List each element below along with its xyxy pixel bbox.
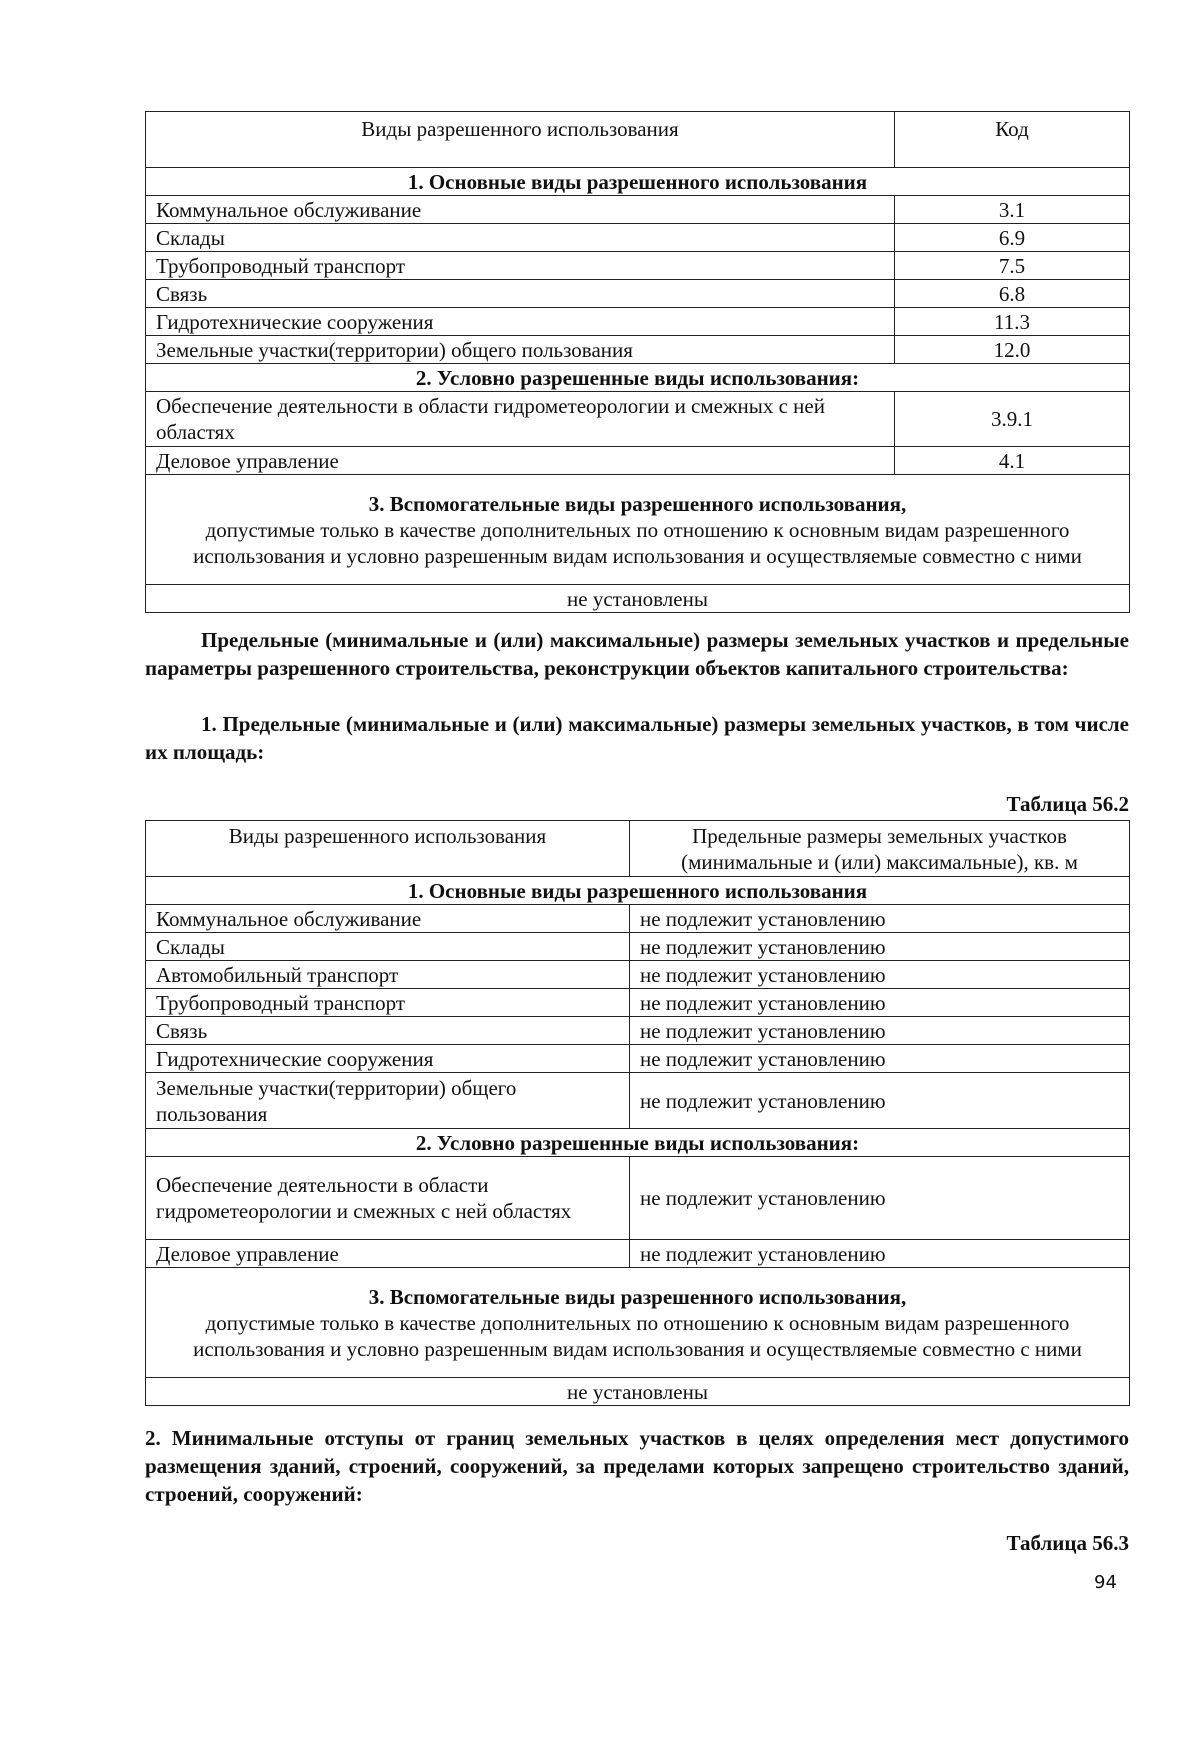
table-row [146,1157,1130,1240]
section-title: 3. Вспомогательные виды разрешенного использования, [368,491,907,516]
value-cell: не подлежит установлению [630,1157,1130,1240]
use-name-cell: Обеспечение деятельности в области гидрометеорологии и смежных с ней областях [146,1157,630,1240]
paragraph-plot-sizes: 1. Предельные (минимальные и (или) максимальные) размеры земельных участков, в том числе их площадь: [145,712,1129,764]
table-row [146,1017,1130,1045]
table-row [146,1073,1130,1129]
table-row [146,447,1130,475]
table-row [146,308,1130,336]
table-row [146,196,1130,224]
table-row [146,392,1130,447]
value-cell: не подлежит установлению [630,989,1130,1017]
table-header-row [146,112,1130,168]
header-cell-code: Код [895,112,1130,168]
use-name-cell: Земельные участки(территории) общего пользования [146,1073,630,1129]
use-name-cell: Трубопроводный транспорт [146,989,630,1017]
not-set-cell: не установлены [146,585,1130,613]
value-cell: не подлежит установлению [630,905,1130,933]
use-name-cell: Связь [146,1017,630,1045]
table-row [146,1240,1130,1268]
code-cell: 12.0 [895,336,1130,364]
use-name-cell: Связь [146,280,895,308]
use-name-cell: Автомобильный транспорт [146,961,630,989]
section-3-cell [146,475,1130,585]
value-cell: не подлежит установлению [630,1240,1130,1268]
table-row [146,961,1130,989]
use-name-cell: Земельные участки(территории) общего пользования [146,336,895,364]
section-title: 2. Условно разрешенные виды использования: [146,364,1130,392]
section-description: допустимые только в качестве дополнительных по отношению к основным видам разрешенного использования и условно разрешенным видам использования и осуществляемые совместно с ними [193,1310,1082,1361]
use-name-cell: Гидротехнические сооружения [146,1045,630,1073]
value-cell: не подлежит установлению [630,961,1130,989]
page-number: 94 [1094,1572,1117,1593]
section-3-cell [146,1268,1130,1378]
section-title: 3. Вспомогательные виды разрешенного использования, [368,1284,907,1309]
use-name-cell: Гидротехнические сооружения [146,308,895,336]
value-cell: не подлежит установлению [630,1073,1130,1129]
section-description: допустимые только в качестве дополнительных по отношению к основным видам разрешенного использования и условно разрешенным видам использования и осуществляемые совместно с ними [193,517,1082,568]
value-cell: не подлежит установлению [630,933,1130,961]
use-name-cell: Коммунальное обслуживание [146,196,895,224]
not-set-cell: не установлены [146,1378,1130,1406]
use-name-cell: Коммунальное обслуживание [146,905,630,933]
table-row [146,933,1130,961]
use-name-cell: Трубопроводный транспорт [146,252,895,280]
code-cell: 3.9.1 [895,392,1130,447]
table-header-row [146,821,1130,877]
table-row [146,224,1130,252]
section-title: 2. Условно разрешенные виды использования: [146,1129,1130,1157]
use-name-cell: Обеспечение деятельности в области гидрометеорологии и смежных с ней областях [146,392,895,447]
code-cell: 4.1 [895,447,1130,475]
paragraph-setbacks: 2. Минимальные отступы от границ земельных участков в целях определения мест допустимого размещения зданий, строений, сооружений, за пределами которых запрещено строительство зданий, строений, сооружений: [145,1426,1129,1506]
use-name-cell: Склады [146,224,895,252]
use-name-cell: Деловое управление [146,447,895,475]
header-cell-use-types: Виды разрешенного использования [146,112,895,168]
table-label: Таблица 56.3 [1006,1531,1129,1555]
value-cell: не подлежит установлению [630,1017,1130,1045]
table-row [146,989,1130,1017]
value-cell: не подлежит установлению [630,1045,1130,1073]
use-name-cell: Деловое управление [146,1240,630,1268]
plot-sizes-table [145,820,1130,1406]
section-title: 1. Основные виды разрешенного использования [146,877,1130,905]
table-row [146,1045,1130,1073]
table-row [146,336,1130,364]
table-label: Таблица 56.2 [1006,792,1129,816]
section-title: 1. Основные виды разрешенного использования [146,168,1130,196]
code-cell: 11.3 [895,308,1130,336]
code-cell: 3.1 [895,196,1130,224]
code-cell: 7.5 [895,252,1130,280]
header-cell-use-types: Виды разрешенного использования [146,821,630,877]
paragraph-limits-intro: Предельные (минимальные и (или) максимальные) размеры земельных участков и предельные параметры разрешенного строительства, реконструкции объектов капитального строительства: [145,628,1129,680]
permitted-use-codes-table [145,111,1130,613]
table-row [146,280,1130,308]
header-cell-plot-sizes: Предельные размеры земельных участков (минимальные и (или) максимальные), кв. м [630,821,1130,877]
table-row [146,905,1130,933]
code-cell: 6.9 [895,224,1130,252]
table-row [146,252,1130,280]
code-cell: 6.8 [895,280,1130,308]
use-name-cell: Склады [146,933,630,961]
